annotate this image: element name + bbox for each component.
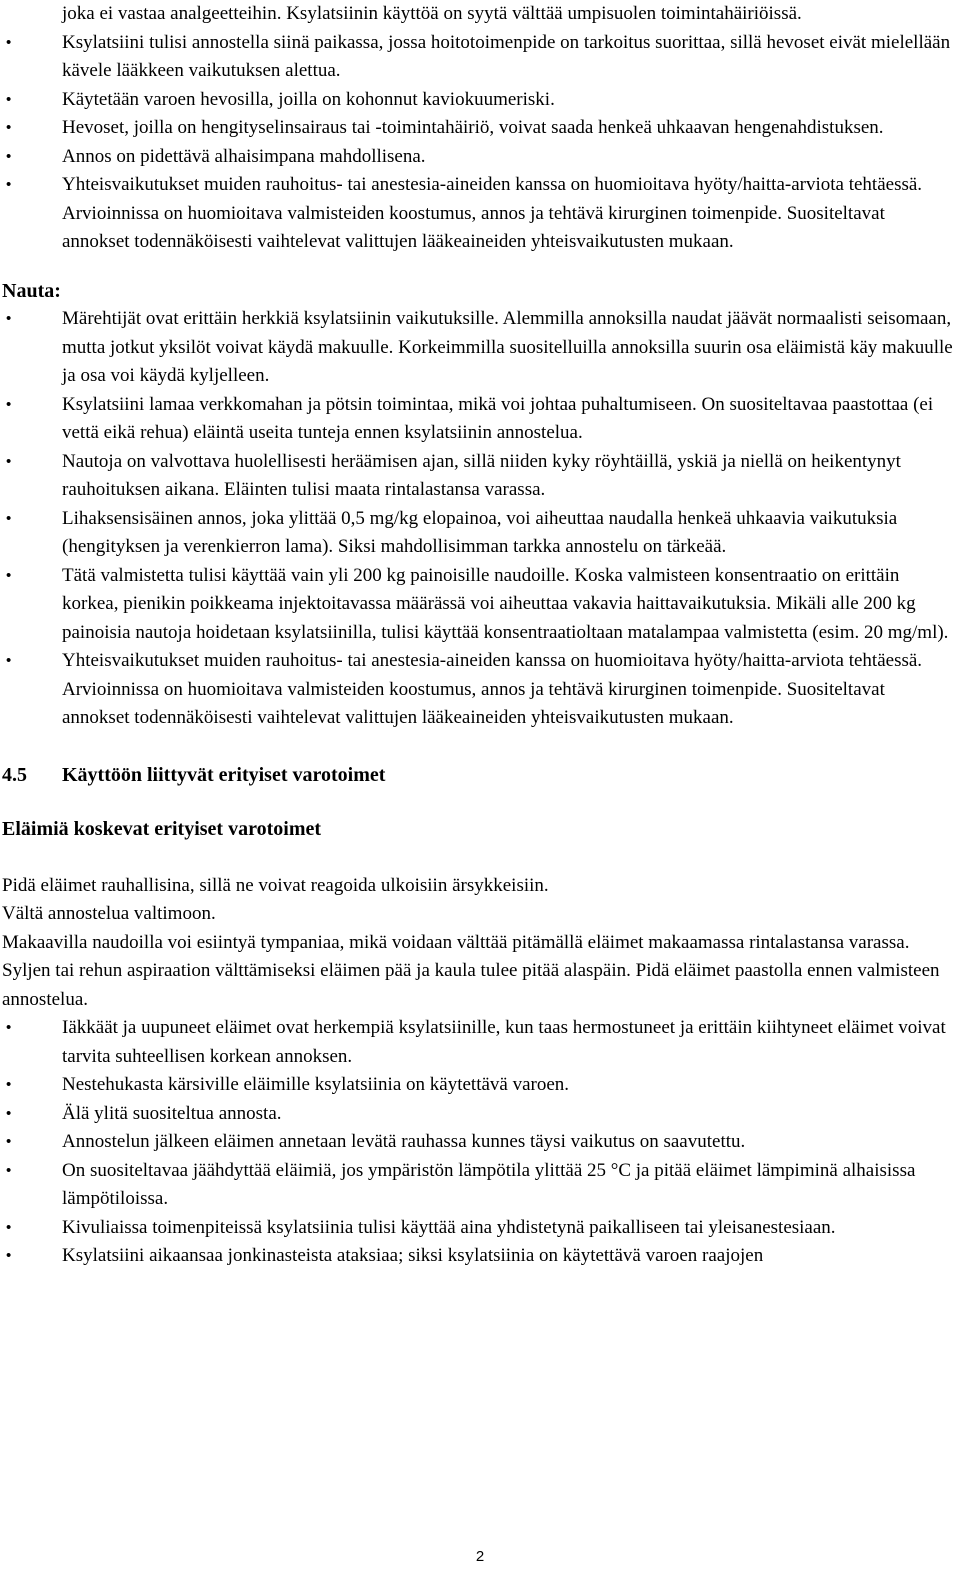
page-number: 2: [475, 1548, 485, 1565]
paragraph: Vältä annostelua valtimoon.: [2, 903, 216, 924]
list-item: • Hevoset, joilla on hengityselinsairaus tai -toimintahäiriö, voivat saada henkeä uhkaavan hengenahdistuksen.: [0, 114, 960, 143]
precaution-paragraphs: [0, 872, 960, 1015]
section-number: 4.5: [2, 763, 27, 786]
list-item: • Yhteisvaikutukset muiden rauhoitus- tai anestesia-aineiden kanssa on huomioitava hyöty/haitta-arviota tehtäessä. Arvioinnissa on huomioitava valmisteiden koostumus, annos ja tehtävä kirurginen toimenpide. Suositeltavat annokset todennäköisesti vaihtelevat valittujen lääkeaineiden yhteisvaikutusten mukaan.: [0, 171, 960, 257]
section-heading: [0, 761, 960, 790]
list-item: • Nestehukasta kärsiville eläimille ksylatsiinia on käytettävä varoen.: [0, 1071, 960, 1100]
list-item: • Annos on pidettävä alhaisimpana mahdollisena.: [0, 143, 960, 172]
list-item: • On suositeltavaa jäähdyttää eläimiä, jos ympäristön lämpötila ylittää 25 °C ja pitää eläimet lämpiminä alhaisissa lämpötiloissa.: [0, 1157, 960, 1214]
list-item: • Ksylatsiini tulisi annostella siinä paikassa, jossa hoitotoimenpide on tarkoitus suorittaa, sillä hevoset eivät mielellään kävele lääkkeen vaikutuksen alettua.: [0, 29, 960, 86]
list-item: • Märehtijät ovat erittäin herkkiä ksylatsiinin vaikutuksille. Alemmilla annoksilla naudat jäävät normaalisti seisomaan, mutta jotkut yksilöt voivat käydä makuulle. Korkeimmilla suositelluilla annoksilla suurin osa eläimistä käy makuulle ja osa voi käydä kyljelleen.: [0, 305, 960, 391]
list-item: • Kivuliaissa toimenpiteissä ksylatsiinia tulisi käyttää aina yhdistetynä paikalliseen tai yleisanestesiaan.: [0, 1214, 960, 1243]
list-item: • Ksylatsiini lamaa verkkomahan ja pötsin toimintaa, mikä voi johtaa puhaltumiseen. On suositeltavaa paastottaa (ei vettä eikä rehua) eläintä useita tunteja ennen ksylatsiinin annostelua.: [0, 391, 960, 448]
list-item: • Käytetään varoen hevosilla, joilla on kohonnut kaviokuumeriski.: [0, 86, 960, 115]
general-precautions-list: [0, 1014, 960, 1271]
list-item: • Iäkkäät ja uupuneet eläimet ovat herkempiä ksylatsiinille, kun taas hermostuneet ja erittäin kiihtyneet eläimet voivat tarvita suhteellisen korkean annoksen.: [0, 1014, 960, 1071]
list-item: • Ksylatsiini aikaansaa jonkinasteista ataksiaa; siksi ksylatsiinia on käytettävä varoen raajojen: [0, 1242, 960, 1271]
list-item: • Tätä valmistetta tulisi käyttää vain yli 200 kg painoisille naudoille. Koska valmisteen konsentraatio on erittäin korkea, pienikin poikkeama injektoitavassa määrässä voi aiheuttaa vakavia haittavaikutuksia. Mikäli alle 200 kg painoisia nautoja hoidetaan ksylatsiinilla, tulisi käyttää konsentraatioltaan matalampaa valmistetta (esim. 20 mg/ml).: [0, 562, 960, 648]
list-item: • Yhteisvaikutukset muiden rauhoitus- tai anestesia-aineiden kanssa on huomioitava hyöty/haitta-arviota tehtäessä. Arvioinnissa on huomioitava valmisteiden koostumus, annos ja tehtävä kirurginen toimenpide. Suositeltavat annokset todennäköisesti vaihtelevat valittujen lääkeaineiden yhteisvaikutusten mukaan.: [0, 647, 960, 733]
list-item: • Lihaksensisäinen annos, joka ylittää 0,5 mg/kg elopainoa, voi aiheuttaa naudalla henkeä uhkaavia vaikutuksia (hengityksen ja verenkierron lama). Siksi mahdollisimman tarkka annostelu on tärkeää.: [0, 505, 960, 562]
paragraph: Pidä eläimet rauhallisina, sillä ne voivat reagoida ulkoisiin ärsykkeisiin.: [2, 874, 549, 896]
paragraph: Syljen tai rehun aspiraation välttämiseksi eläimen pää ja kaula tulee pitää alaspäin. Pidä eläimet paastolla ennen valmisteen annostelua.: [2, 960, 940, 1010]
cattle-heading: Nauta:: [2, 279, 61, 302]
horse-precautions-list: [0, 29, 960, 257]
list-item: • Annostelun jälkeen eläimen annetaan levätä rauhassa kunnes täysi vaikutus on saavutettu.: [0, 1128, 960, 1157]
list-item: • Nautoja on valvottava huolellisesti heräämisen ajan, sillä niiden kyky röyhtäillä, yskiä ja niellä on heikentynyt rauhoituksen aikana. Eläinten tulisi maata rintalastansa varassa.: [0, 448, 960, 505]
paragraph: Makaavilla naudoilla voi esiintyä tympaniaa, mikä voidaan välttää pitämällä eläimet makaamassa rintalastansa varassa.: [2, 931, 910, 953]
section-title: Käyttöön liittyvät erityiset varotoimet: [62, 763, 386, 786]
intro-continuation: joka ei vastaa analgeetteihin. Ksylatsiinin käyttöä on syytä välttää umpisuolen toimintahäiriöissä.: [62, 3, 802, 24]
cattle-precautions-list: [0, 305, 960, 733]
subsection-heading: Eläimiä koskevat erityiset varotoimet: [2, 818, 322, 840]
list-item: • Älä ylitä suositeltua annosta.: [0, 1100, 960, 1129]
